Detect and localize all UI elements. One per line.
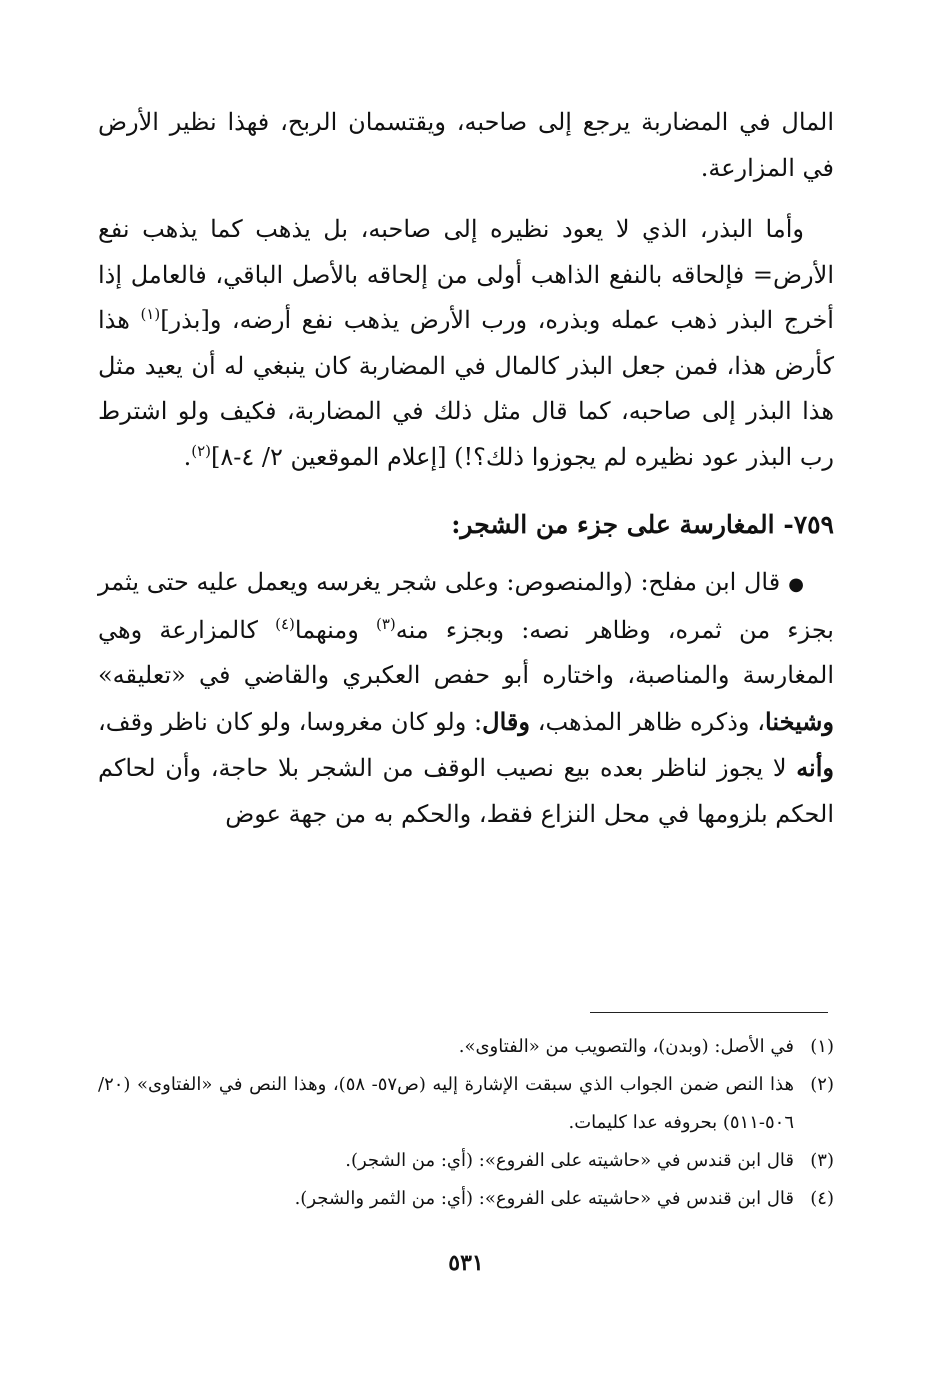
- main-text: [98, 100, 834, 837]
- paragraph-text: كالمزارعة وهي المغارسة والمناصبة، واختاره أبو حفص العكبري والقاضي في «تعليقه»: [98, 615, 834, 689]
- paragraph-text: هذا كأرض هذا، فمن جعل البذر كالمال في المضاربة كان ينبغي له أن يعيد مثل هذا البذر إلى صاحبه، كما قال مثل ذلك في المضاربة، فكيف ولو اشترط رب البذر عود نظيره لم يجوزوا ذلك؟!) [إعلام الموقعين ٢/ ٤-٨]: [98, 306, 834, 471]
- paragraph-text: وأما البذر، الذي لا يعود نظيره إلى صاحبه، بل يذهب كما يذهب نفع الأرض= فإلحاقه بالنفع الذاهب أولى من إلحاقه بالأصل الباقي، فالعامل إذا أخرج البذر ذهب عمله وبذره، ورب الأرض يذهب نفع أرضه، و[بذر]: [98, 215, 834, 334]
- footnote-number: (٣): [810, 1150, 834, 1171]
- footnote-number: (٤): [810, 1188, 834, 1209]
- footnote-3: [98, 1142, 834, 1180]
- paragraph-seed: [98, 207, 834, 480]
- footnote-number: (٢): [810, 1074, 834, 1095]
- footnote-2: [98, 1066, 834, 1142]
- footnote-text: قال ابن قندس في «حاشيته على الفروع»: (أي: من الثمر والشجر).: [294, 1188, 794, 1209]
- footnote-1: [98, 1028, 834, 1066]
- page-number: ٥٣١: [448, 1250, 484, 1276]
- bold-term: وشيخنا: [765, 706, 835, 736]
- paragraph-text: ، وذكره ظاهر المذهب،: [529, 707, 766, 736]
- footnote-ref-1: (١): [140, 305, 161, 323]
- footnote-ref-4: (٤): [275, 614, 295, 633]
- footnote-text: قال ابن قندس في «حاشيته على الفروع»: (أي: من الشجر).: [345, 1150, 794, 1171]
- paragraph-text: المال في المضاربة يرجع إلى صاحبه، ويقتسمان الربح، فهذا نظير الأرض في المزارعة.: [98, 108, 834, 182]
- paragraph-text: لا يجوز لناظر بعده بيع نصيب الوقف من الشجر بلا حاجة، وأن لحاكم الحكم بلزومها في محل النزاع فقط، والحكم به من جهة عوض: [98, 754, 834, 828]
- paragraph-ibn-muflih: [98, 560, 834, 837]
- footnote-4: [98, 1180, 834, 1218]
- paragraph-text: ومنهما: [294, 615, 376, 644]
- section-heading: ٧٥٩- المغارسة على جزء من الشجر:: [451, 510, 834, 539]
- footnote-number: (١): [810, 1036, 834, 1057]
- paragraph-text: : ولو كان مغروسا، ولو كان ناظر وقف،: [98, 707, 483, 736]
- bold-term: وقال: [482, 706, 530, 736]
- bold-term: وأنه: [796, 753, 834, 782]
- footnotes: [98, 1028, 834, 1218]
- paragraph-text: .: [183, 442, 192, 471]
- paragraph-text: قال ابن مفلح: (والمنصوص: وعلى شجر يغرسه ويعمل عليه حتى يثمر بجزء من ثمره، وظاهر نصه: وبجزء منه: [98, 568, 834, 644]
- bullet-icon: ●: [788, 574, 804, 595]
- footnote-text: في الأصل: (وبدن)، والتصويب من «الفتاوى».: [458, 1036, 794, 1057]
- footnote-divider: [590, 1012, 828, 1013]
- footnote-text: هذا النص ضمن الجواب الذي سبقت الإشارة إليه (ص٥٧- ٥٨)، وهذا النص في «الفتاوى» (٢٠/ ٥٠٦-٥١١) بحروفه عدا كليمات.: [98, 1074, 794, 1133]
- footnote-ref-2: (٢): [191, 441, 212, 460]
- paragraph-continuation: [98, 100, 834, 191]
- footnote-ref-3: (٣): [375, 614, 396, 633]
